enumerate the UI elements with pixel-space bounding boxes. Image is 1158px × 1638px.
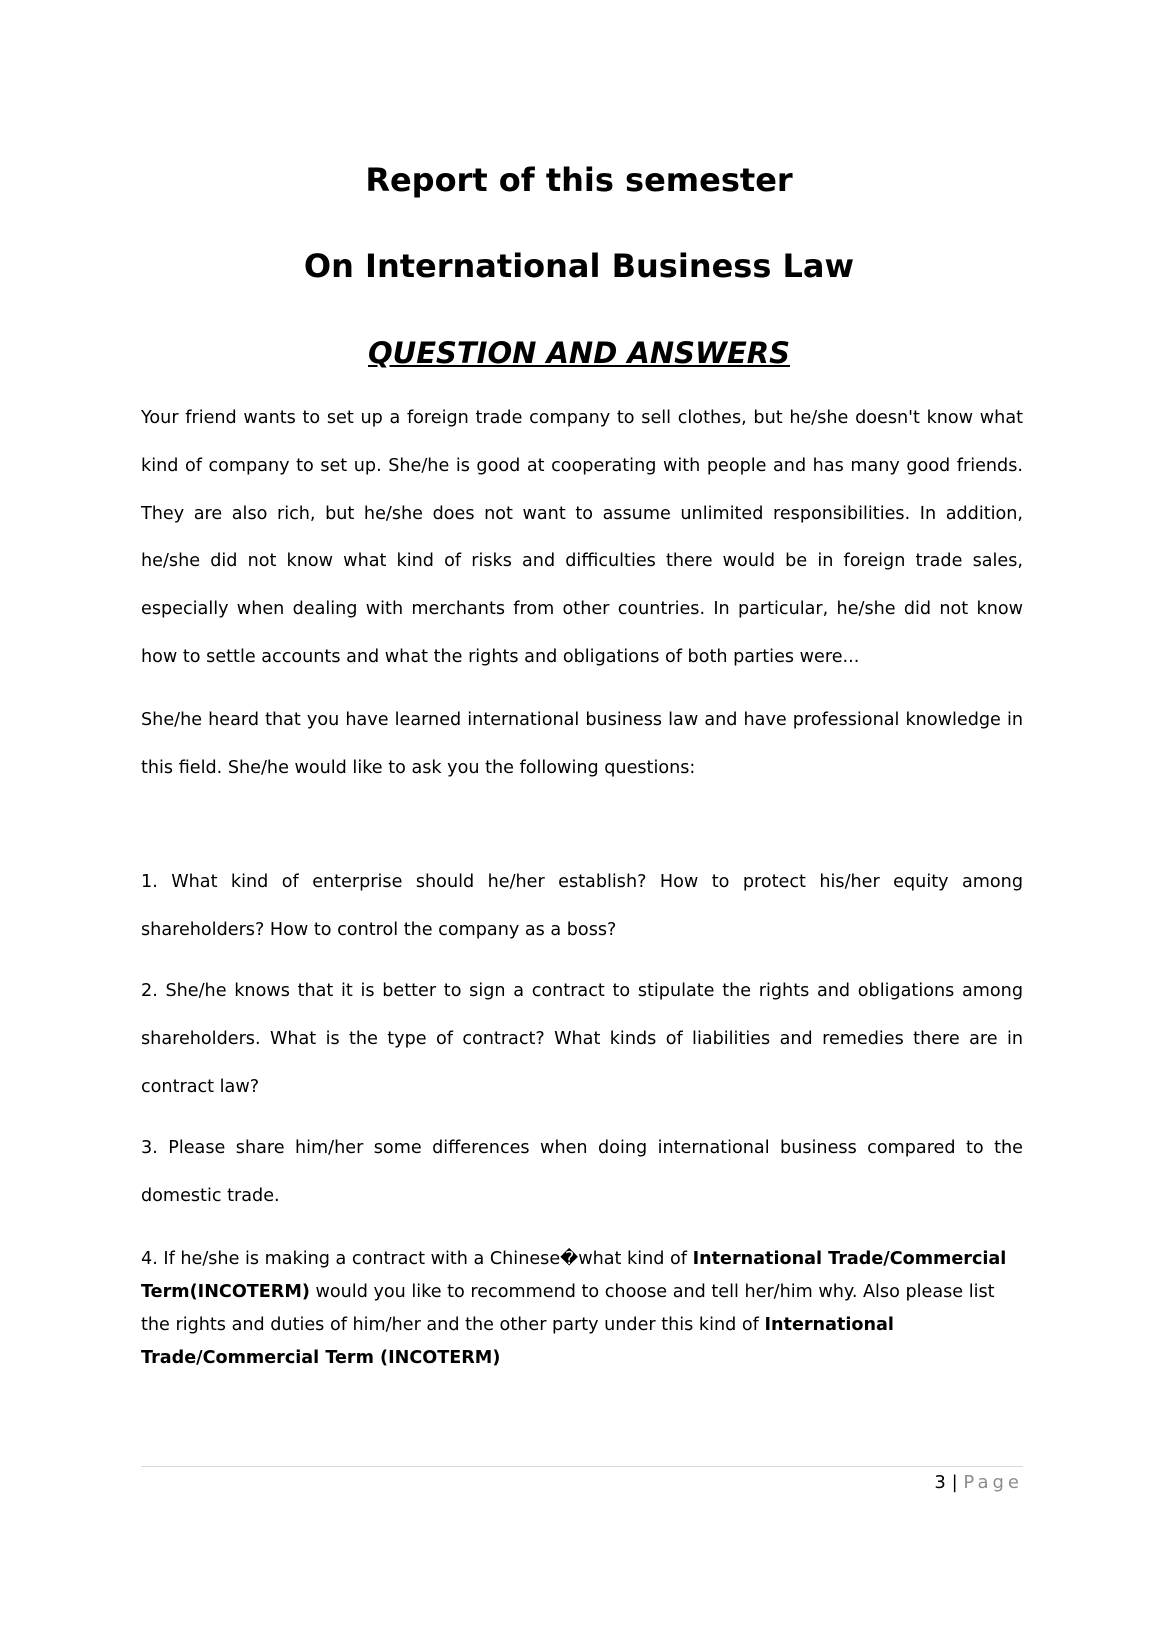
question-2: 2. She/he knows that it is better to sign a contract to stipulate the rights and obligations among shareholders. What is the type of contract? What kinds of liabilities and remedies there are in contract law? (141, 981, 1023, 1097)
report-subtitle: On International Business Law (303, 247, 855, 285)
question-3: 3. Please share him/her some differences when doing international business compared to the domestic trade. (141, 1138, 1023, 1206)
footer-separator: | (951, 1472, 958, 1493)
question-1: 1. What kind of enterprise should he/her establish? How to protect his/her equity among shareholders? How to control the company as a boss? (141, 872, 1023, 940)
intro-paragraph-1: Your friend wants to set up a foreign trade company to sell clothes, but he/she doesn't know what kind of company to set up. She/he is good at cooperating with people and has many good friends. They are also rich, but he/she does not want to assume unlimited responsibilities. In addition, he/she did not know what kind of risks and difficulties there would be in foreign trade sales, especially when dealing with merchants from other countries. In particular, he/she did not know how to settle accounts and what the rights and obligations of both parties were... (141, 408, 1023, 667)
question-4-text-a: 4. If he/she is making a contract with a Chinese�what kind of (141, 1249, 693, 1269)
question-4-text-b: would you like to recommend to choose and tell her/him why. Also please list the rights and duties of him/her and the other party under this kind of (141, 1282, 995, 1335)
intro-paragraph-2: She/he heard that you have learned international business law and have professional knowledge in this field. She/he would like to ask you the following questions: (141, 710, 1023, 778)
page-number: 3 (934, 1472, 946, 1493)
question-4-bold-term-a: International Trade/Commercial Term(INCOTERM) (141, 1249, 1007, 1302)
section-heading: QUESTION AND ANSWERS (368, 336, 790, 370)
footer-divider (141, 1466, 1023, 1467)
report-title: Report of this semester (365, 161, 793, 199)
page-footer (934, 1469, 1023, 1497)
page-label: Page (963, 1472, 1023, 1493)
question-4-bold-term-b: International Trade/Commercial Term (INCOTERM) (141, 1315, 894, 1368)
question-4 (141, 1243, 1023, 1375)
